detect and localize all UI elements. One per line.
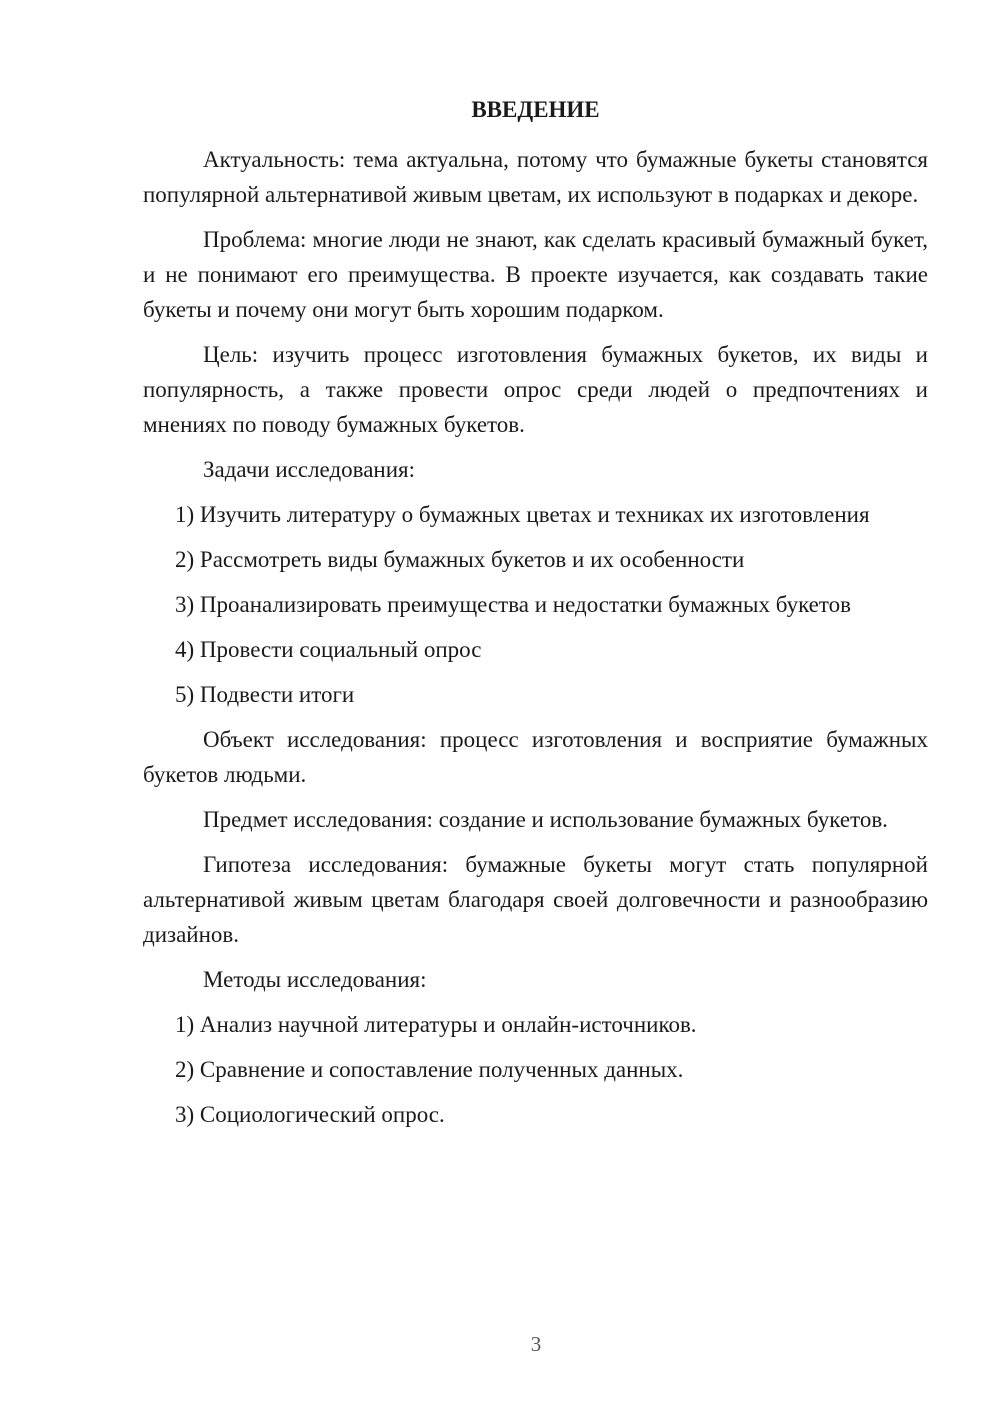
section-body	[143, 142, 928, 1142]
hypothesis-paragraph: Гипотеза исследования: бумажные букеты могут стать популярной альтернативой живым цветам благодаря своей долговечности и разнообразию дизайнов.	[143, 852, 928, 947]
subject-paragraph: Предмет исследования: создание и использование бумажных букетов.	[203, 807, 888, 832]
methods-list	[143, 1007, 928, 1132]
tasks-label: Задачи исследования:	[203, 457, 416, 482]
task-item: 4) Провести социальный опрос	[175, 637, 482, 662]
methods-label: Методы исследования:	[203, 967, 427, 992]
method-item: 1) Анализ научной литературы и онлайн-источников.	[175, 1012, 697, 1037]
method-item: 2) Сравнение и сопоставление полученных данных.	[175, 1057, 684, 1082]
task-item: 3) Проанализировать преимущества и недостатки бумажных букетов	[175, 592, 851, 617]
goal-paragraph: Цель: изучить процесс изготовления бумажных букетов, их виды и популярность, а также провести опрос среди людей о предпочтениях и мнениях по поводу бумажных букетов.	[143, 342, 928, 437]
relevance-paragraph: Актуальность: тема актуальна, потому что бумажные букеты становятся популярной альтернативой живым цветам, их используют в подарках и декоре.	[143, 147, 928, 207]
method-item: 3) Социологический опрос.	[175, 1102, 445, 1127]
task-item: 5) Подвести итоги	[175, 682, 355, 707]
page-number: 3	[530, 1332, 542, 1356]
tasks-list	[143, 497, 928, 712]
problem-paragraph: Проблема: многие люди не знают, как сделать красивый бумажный букет, и не понимают его преимущества. В проекте изучается, как создавать такие букеты и почему они могут быть хорошим подарком.	[143, 227, 928, 322]
section-heading: ВВЕДЕНИЕ	[471, 97, 600, 122]
task-item: 2) Рассмотреть виды бумажных букетов и их особенности	[175, 547, 745, 572]
task-item: 1) Изучить литературу о бумажных цветах и техниках их изготовления	[175, 502, 870, 527]
object-paragraph: Объект исследования: процесс изготовления и восприятие бумажных букетов людьми.	[143, 727, 928, 787]
